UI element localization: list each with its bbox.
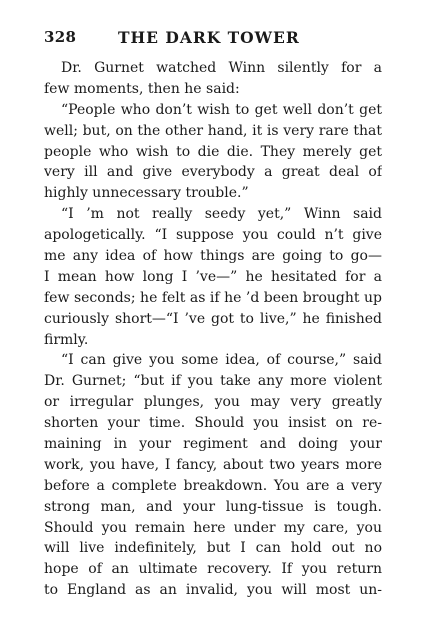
text-line: maining in your regiment and doing your [44,436,382,453]
text-line: “I can give you some idea, of course,” said [61,352,382,369]
text-line: or irregular plunges, you may very greatly [44,394,382,411]
body-text [44,58,382,601]
text-line: to England as an invalid, you will most un- [44,582,382,599]
text-line: well; but, on the other hand, it is very rare that [44,122,382,139]
text-line: I mean how long I ’ve—” he hesitated for a [44,268,382,285]
text-line: work, you have, I fancy, about two years more [44,456,382,473]
page-header [44,28,384,48]
text-line: will live indefinitely, but I can hold out no [44,540,382,557]
text-line: firmly. [44,331,89,348]
text-line: before a complete breakdown. You are a very [44,477,382,494]
text-line: Dr. Gurnet watched Winn silently for a [61,60,382,76]
text-line: strong man, and your lung-tissue is tough. [44,498,382,515]
text-line: “People who don’t wish to get well don’t get [61,101,382,118]
text-line: highly unnecessary trouble.” [44,185,249,202]
text-line: shorten your time. Should you insist on re- [44,415,382,432]
text-line: people who wish to die die. They merely get [44,143,382,160]
text-line: few seconds; he felt as if he ’d been brought up [44,289,382,306]
text-line: Should you remain here under my care, you [44,519,382,536]
text-line: me any idea of how things are going to go— [44,248,382,265]
running-head-title: THE DARK TOWER [118,28,300,47]
text-line: curiously short—“I ’ve got to live,” he finished [44,310,382,327]
text-line: very ill and give everybody a great deal of [44,164,382,181]
text-line: Dr. Gurnet; “but if you take any more violent [44,373,382,390]
page-number: 328 [44,28,77,46]
text-line: few moments, then he said: [44,80,240,97]
text-line: apologetically. “I suppose you could n’t give [44,227,382,244]
text-line: “I ’m not really seedy yet,” Winn said [61,206,382,223]
text-line: hope of an ultimate recovery. If you return [44,561,382,578]
